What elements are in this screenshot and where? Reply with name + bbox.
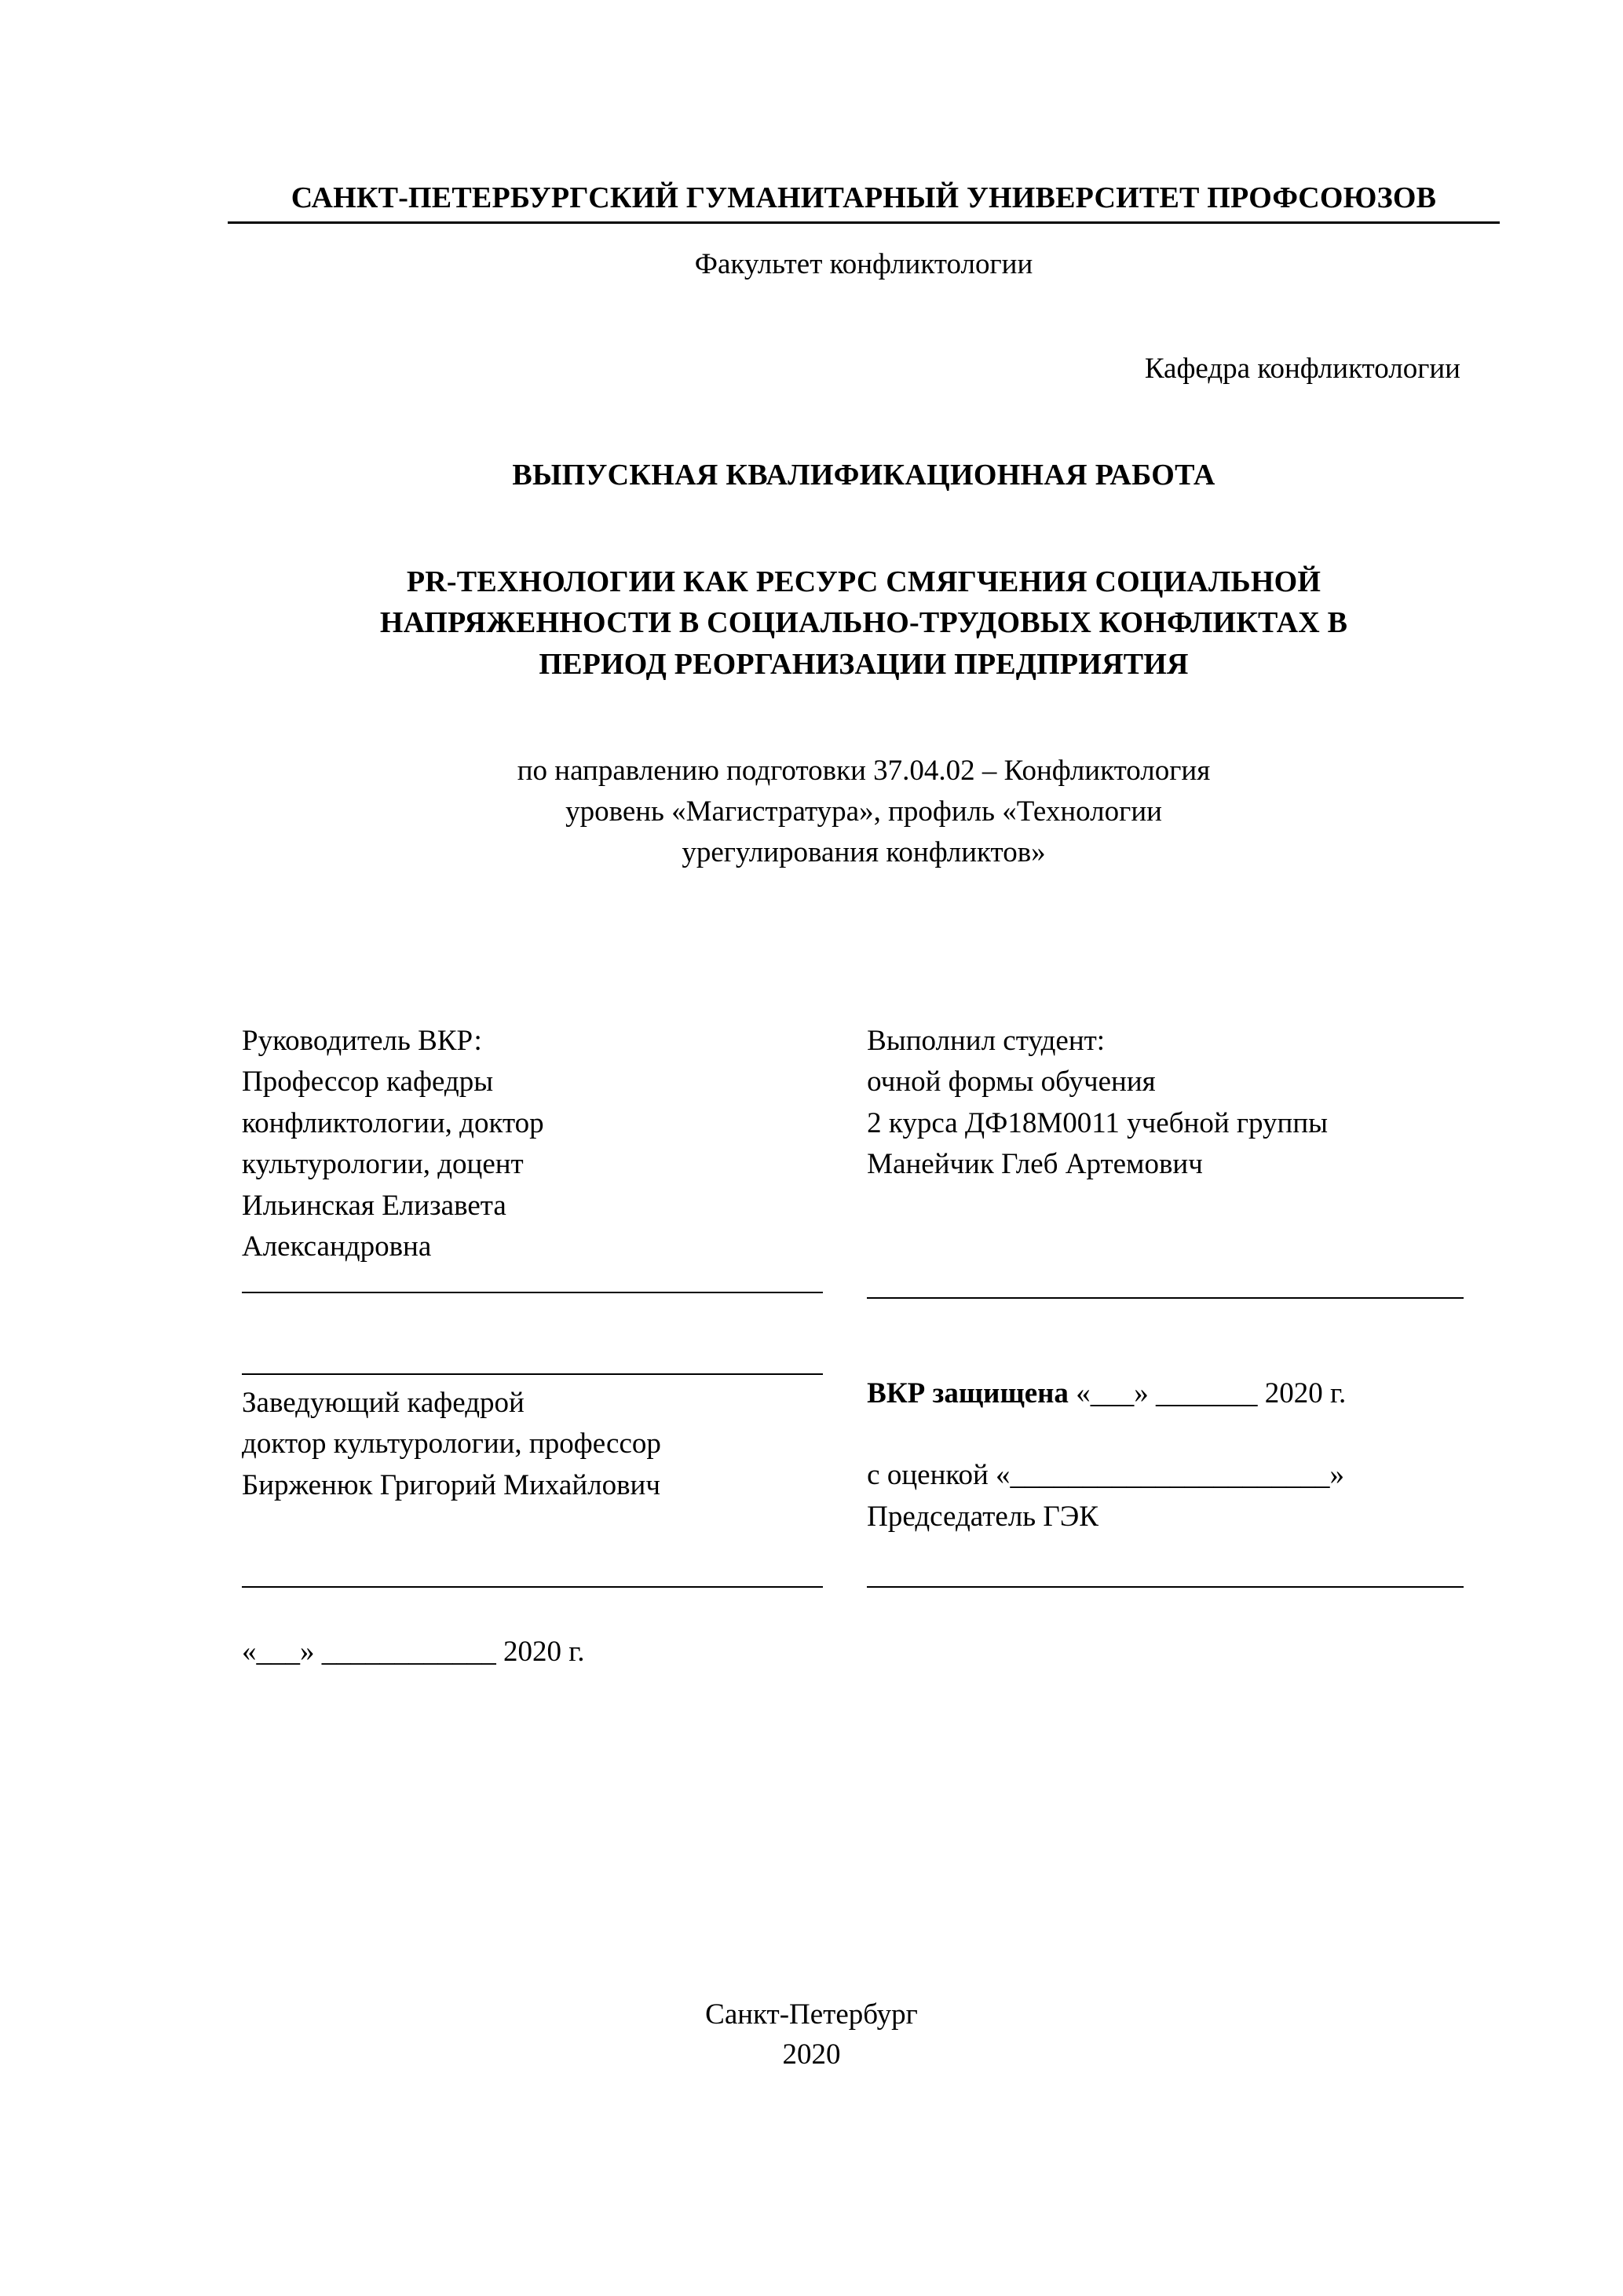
student-block — [851, 1021, 1492, 1299]
head-line-1: Заведующий кафедрой — [242, 1386, 525, 1419]
thesis-title-line-3: ПЕРИОД РЕОРГАНИЗАЦИИ ПРЕДПРИЯТИЯ — [539, 647, 1189, 681]
supervisor-line-2: конфликтологии, доктор — [242, 1106, 544, 1139]
head-of-department-block — [236, 1373, 851, 1538]
thesis-title — [236, 561, 1492, 685]
supervisor-line-5: Александровна — [242, 1230, 432, 1263]
student-line-2: 2 курса ДФ18М0011 учебной группы — [867, 1106, 1329, 1139]
defense-date-line — [867, 1373, 1492, 1415]
title-page-content — [236, 181, 1492, 1669]
student-line-1: очной формы обучения — [867, 1066, 1156, 1099]
bottom-rules-row — [236, 1586, 1492, 1588]
bottom-rule-left-wrap — [236, 1586, 851, 1588]
page-footer — [0, 1994, 1623, 2075]
supervisor-block — [236, 1021, 851, 1299]
defense-chair-line: Председатель ГЭК — [867, 1500, 1098, 1533]
thesis-title-line-1: PR-ТЕХНОЛОГИИ КАК РЕСУРС СМЯГЧЕНИЯ СОЦИАЛЬНОЙ — [406, 565, 1321, 598]
program-line-1: по направлению подготовки 37.04.02 – Конфликтология — [517, 755, 1211, 788]
head-line-2: доктор культурологии, профессор — [242, 1428, 661, 1461]
head-line-3: Бирженюк Григорий Михайлович — [242, 1468, 660, 1501]
program-info — [236, 751, 1492, 872]
head-and-defense-block — [236, 1373, 1492, 1538]
defense-block — [851, 1373, 1492, 1538]
student-label: Выполнил студент: — [867, 1024, 1106, 1057]
department-name: Кафедра конфликтологии — [1144, 353, 1460, 385]
supervisor-line-4: Ильинская Елизавета — [242, 1189, 506, 1222]
student-signature-rule — [867, 1297, 1464, 1299]
supervisor-line-1: Профессор кафедры — [242, 1066, 494, 1099]
footer-city: Санкт-Петербург — [705, 1998, 918, 2031]
document-type: ВЫПУСКНАЯ КВАЛИФИКАЦИОННАЯ РАБОТА — [512, 459, 1215, 492]
faculty-name: Факультет конфликтологии — [694, 248, 1033, 280]
student-line-3: Манейчик Глеб Артемович — [867, 1148, 1203, 1181]
bottom-rule-right-wrap — [851, 1586, 1492, 1588]
defense-grade-line: с оценкой «______________________» — [867, 1459, 1345, 1492]
supervisor-label: Руководитель ВКР: — [242, 1024, 482, 1057]
footer-year: 2020 — [782, 2038, 841, 2071]
head-signature-rule — [242, 1373, 823, 1375]
supervisor-signature-rule — [242, 1292, 823, 1293]
defense-label: ВКР защищена — [867, 1377, 1069, 1409]
program-line-2: уровень «Магистратура», профиль «Технологии — [565, 795, 1162, 828]
bottom-date-line: «___» ____________ 2020 г. — [242, 1636, 585, 1669]
bottom-signature-rule-right — [867, 1586, 1464, 1588]
program-line-3: урегулирования конфликтов» — [682, 835, 1046, 868]
university-name: САНКТ-ПЕТЕРБУРГСКИЙ ГУМАНИТАРНЫЙ УНИВЕРСИТЕТ ПРОФСОЮЗОВ — [228, 181, 1500, 224]
thesis-title-line-2: НАПРЯЖЕННОСТИ В СОЦИАЛЬНО-ТРУДОВЫХ КОНФЛИКТАХ В — [379, 606, 1348, 640]
supervisor-line-3: культурологии, доцент — [242, 1148, 524, 1181]
defense-date-text: «___» _______ 2020 г. — [1076, 1377, 1347, 1409]
bottom-signature-rule-left — [242, 1586, 823, 1588]
signature-area — [236, 1021, 1492, 1299]
